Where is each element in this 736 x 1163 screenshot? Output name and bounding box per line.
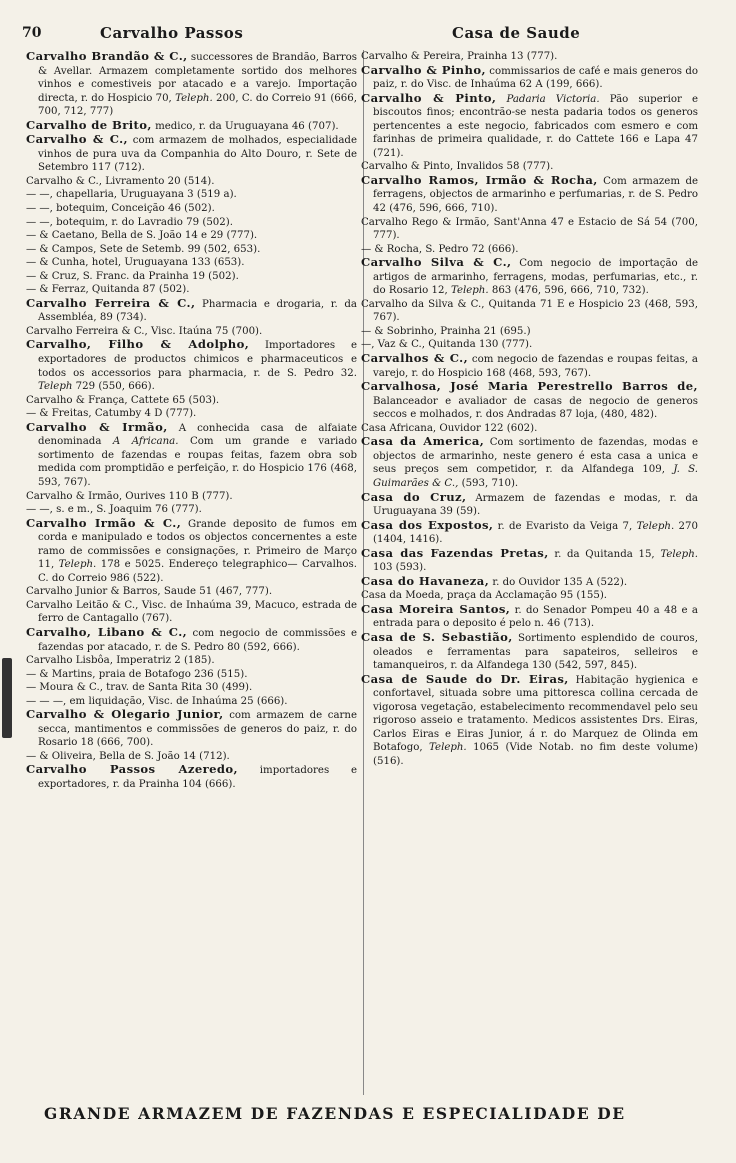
entry-name: Carvalho & Olegario Junior, bbox=[26, 707, 224, 722]
entry-text: Carvalho Ferreira & C., Visc. Itaúna 75 (700). bbox=[26, 325, 263, 337]
entry-text: — & Campos, Sete de Setemb. 99 (502, 653). bbox=[26, 243, 261, 255]
directory-entry bbox=[26, 626, 357, 654]
entry-name: Carvalho & Pinho, bbox=[361, 62, 486, 77]
entry-text: successores de Brandão, Barros & Avellar. Armazem completamente sortido dos melhores vinhos e comestiveis por atacado e a varejo. Importação directa, r. do Hospicio 70, bbox=[38, 52, 357, 104]
directory-entry bbox=[26, 421, 357, 490]
entry-italic: Teleph. bbox=[660, 548, 698, 560]
entry-name: Carvalho Irmão & C., bbox=[26, 515, 182, 530]
directory-entry bbox=[26, 668, 357, 682]
entry-text: — —, botequim, Conceição 46 (502). bbox=[26, 203, 215, 215]
entry-text: importadores e exportadores, r. da Prainha 104 (666). bbox=[38, 765, 357, 790]
entry-text: com negocio de commissões e fazendas por atacado, r. de S. Pedro 80 (592, 666). bbox=[38, 627, 357, 653]
entry-text-cont: 863 (476, 596, 666, 710, 732). bbox=[488, 285, 649, 297]
page-footer-banner: GRANDE ARMAZEM DE FAZENDAS E ESPECIALIDADE DE bbox=[44, 1104, 626, 1123]
directory-entry bbox=[361, 338, 698, 352]
entry-italic: Teleph. bbox=[58, 559, 97, 571]
directory-entry bbox=[26, 270, 357, 284]
directory-entry bbox=[26, 297, 357, 325]
directory-entry bbox=[26, 175, 357, 189]
directory-entry bbox=[26, 394, 357, 408]
entry-name: Carvalhosa, José Maria Perestrello Barros de, bbox=[361, 379, 698, 394]
directory-entry bbox=[26, 256, 357, 270]
directory-entry bbox=[26, 283, 357, 297]
directory-entry bbox=[26, 243, 357, 257]
entry-italic: Teleph bbox=[38, 381, 73, 393]
running-head-left: Carvalho Passos bbox=[100, 24, 244, 42]
entry-name: Carvalho Ramos, Irmão & Rocha, bbox=[361, 172, 598, 187]
entry-name: Carvalho Silva & C., bbox=[361, 255, 512, 270]
directory-entry bbox=[361, 547, 698, 575]
entry-text: — & Oliveira, Bella de S. João 14 (712). bbox=[26, 750, 230, 762]
entry-text: Habitação hygienica e confortavel, situada sobre uma pittoresca collina cercada de vigorosa vegetação, estabelecimento recommendavel pelo seu rigoroso asseio e tratamento. Medicos assistentes Drs. Eiras, Carlos Eiras e Eiras Junior, á r. do Marquez de Olinda em Botafogo, bbox=[373, 674, 698, 754]
entry-italic: A Africana. bbox=[112, 436, 179, 448]
page-header bbox=[22, 22, 712, 46]
entry-name: Casa do Cruz, bbox=[361, 489, 467, 504]
entry-text-cont: (593, 710). bbox=[458, 477, 519, 489]
running-head-right: Casa de Saude bbox=[452, 24, 581, 42]
entry-italic: Teleph. bbox=[429, 742, 467, 754]
directory-entry bbox=[26, 490, 357, 504]
entry-text: Carvalho Lisbôa, Imperatriz 2 (185). bbox=[26, 655, 215, 667]
entry-text: Sortimento esplendido de couros, oleados e ferramentas para sapateiros, selleiros e tamanqueiros, r. da Alfandega 130 (542, 597, 845). bbox=[373, 632, 698, 672]
entry-text: — & Martins, praia de Botafogo 236 (515). bbox=[26, 668, 248, 680]
directory-entry bbox=[26, 50, 357, 119]
entry-text: Carvalho Junior & Barros, Saude 51 (467, 777). bbox=[26, 586, 273, 598]
entry-text: Grande deposito de fumos em corda e manipulado e todos os objectos concernentes a este ramo de commissões e consignações, r. Primeiro de Março 11, bbox=[38, 518, 357, 571]
entry-name: Carvalhos & C., bbox=[361, 351, 469, 366]
entry-text: com negocio de fazendas e roupas feitas, a varejo, r. do Hospicio 168 (468, 593, 767). bbox=[373, 354, 698, 379]
directory-entry bbox=[26, 407, 357, 421]
entry-text: Com sortimento de fazendas, modas e objectos de armarinho, neste genero é esta casa a unica e seus preços sem competidor, r. da Alfandega 109, bbox=[373, 437, 698, 476]
entry-name: Carvalho & Pinto, bbox=[361, 90, 497, 105]
entry-text: Carvalho & Pereira, Prainha 13 (777). bbox=[361, 51, 558, 62]
thumb-index-tab bbox=[2, 658, 12, 738]
directory-entry bbox=[361, 256, 698, 298]
entry-text: Casa Africana, Ouvidor 122 (602). bbox=[361, 422, 538, 434]
entry-text: Carvalho da Silva & C., Quitanda 71 E e Hospicio 23 (468, 593, 767). bbox=[361, 298, 698, 324]
page-binding-edge bbox=[0, 0, 18, 1163]
entry-name: Casa das Fazendas Pretas, bbox=[361, 545, 549, 560]
directory-entry bbox=[361, 631, 698, 673]
entry-text: A conhecida casa de alfaiate denominada bbox=[38, 422, 357, 448]
entry-text: r. do Ouvidor 135 A (522). bbox=[489, 576, 628, 588]
directory-entry bbox=[361, 92, 698, 161]
directory-entry bbox=[26, 229, 357, 243]
left-column bbox=[26, 50, 364, 1095]
entry-text-cont: Pão superior e biscoutos finos; encontrão-se nesta padaria todos os generos pertencentes a este negocio, fabricados com esmero e com farinhas de primeira qualidade, r. do Cattete 166 e Lapa 47 (721). bbox=[373, 93, 698, 159]
entry-text: — & Cruz, S. Franc. da Prainha 19 (502). bbox=[26, 270, 239, 282]
directory-entry bbox=[26, 325, 357, 339]
directory-entry bbox=[361, 64, 698, 92]
entry-name: Carvalho Ferreira & C., bbox=[26, 295, 196, 310]
entry-name: Carvalho Brandão & C., bbox=[26, 50, 188, 63]
entry-text: — & Rocha, S. Pedro 72 (666). bbox=[361, 243, 519, 255]
entry-text-cont: 103 (593). bbox=[373, 562, 427, 574]
entry-text: — —, chapellaria, Uruguayana 3 (519 a). bbox=[26, 189, 237, 201]
entry-text-cont: 178 e 5025. Endereço telegraphico— Carvalhos. C. do Correio 986 (522). bbox=[38, 559, 357, 584]
entry-text: Carvalho & França, Cattete 65 (503). bbox=[26, 394, 220, 406]
directory-entry bbox=[361, 352, 698, 380]
directory-entry bbox=[361, 589, 698, 603]
entry-text: — — —, em liquidação, Visc. de Inhaúma 25 (666). bbox=[26, 695, 288, 707]
directory-entry bbox=[26, 763, 357, 791]
entry-name: Casa de Saude do Dr. Eiras, bbox=[361, 671, 569, 686]
right-column bbox=[361, 50, 698, 1095]
entry-name: Carvalho & C., bbox=[26, 132, 128, 147]
entry-text: Carvalho & Pinto, Invalidos 58 (777). bbox=[361, 161, 554, 173]
entry-text: —, Vaz & C., Quitanda 130 (777). bbox=[361, 339, 533, 351]
entry-text: commissarios de café e mais generos do paiz, r. do Visc. de Inhaúma 62 A (199, 666). bbox=[373, 65, 698, 91]
entry-name: Carvalho, Libano & C., bbox=[26, 624, 188, 639]
directory-entry bbox=[361, 380, 698, 422]
entry-text: — —, botequim, r. do Lavradio 79 (502). bbox=[26, 216, 233, 228]
entry-name: Carvalho de Brito, bbox=[26, 117, 152, 132]
entry-text: r. da Quitanda 15, bbox=[548, 548, 661, 560]
directory-entry bbox=[26, 708, 357, 750]
directory-entry bbox=[361, 491, 698, 519]
directory-entry bbox=[26, 503, 357, 517]
entry-text: — & Caetano, Bella de S. João 14 e 29 (777). bbox=[26, 230, 258, 242]
directory-entry bbox=[26, 119, 357, 134]
entry-italic: Teleph. bbox=[450, 285, 489, 297]
entry-text: Carvalho & Irmão, Ourives 110 B (777). bbox=[26, 490, 233, 502]
entry-text: — & Sobrinho, Prainha 21 (695.) bbox=[361, 325, 531, 337]
entry-italic: Padaria Victoria. bbox=[496, 93, 600, 105]
directory-entry bbox=[361, 575, 698, 590]
entry-name: Casa de S. Sebastião, bbox=[361, 629, 513, 644]
directory-entry bbox=[361, 435, 698, 490]
directory-entry bbox=[361, 325, 698, 339]
directory-entry bbox=[361, 298, 698, 325]
entry-italic: J. S. Guimarães & C., bbox=[373, 464, 698, 489]
entry-text-cont: Com um grande e variado sortimento de fazendas e roupas feitas, fazem obra sob medida com promptidão e perfeição, r. do Hospicio 176 (468, 593, 767). bbox=[38, 436, 358, 488]
entry-text: Com armazem de ferragens, objectos de armarinho e perfumarias, r. de S. Pedro 42 (476, 596, 666, 710). bbox=[373, 175, 698, 215]
entry-name: Carvalho Passos Azeredo, bbox=[26, 762, 238, 777]
directory-entry bbox=[26, 517, 357, 586]
entry-name: Casa Moreira Santos, bbox=[361, 601, 511, 616]
entry-text: com armazem de molhados, especialidade vinhos de pura uva da Companhia do Alto Douro, r. Sete de Setembro 117 (712). bbox=[38, 135, 357, 174]
entry-text: Carvalho & C., Livramento 20 (514). bbox=[26, 175, 215, 187]
entry-text: Carvalho Rego & Irmão, Sant'Anna 47 e Estacio de Sá 54 (700, 777). bbox=[361, 216, 698, 242]
directory-entry bbox=[26, 585, 357, 599]
entry-name: Casa da America, bbox=[361, 434, 485, 449]
directory-entry bbox=[26, 695, 357, 709]
directory-entry bbox=[26, 188, 357, 202]
entry-text: Balanceador e avaliador de casas de negocio de generos seccos e molhados, r. dos Andradas 87 loja, (480, 482). bbox=[373, 395, 698, 421]
directory-entry bbox=[26, 654, 357, 668]
entry-text-cont: 1065 (Vide Notab. no fim deste volume) (516). bbox=[373, 742, 698, 767]
directory-entry bbox=[361, 243, 698, 257]
directory-entry bbox=[361, 50, 698, 64]
directory-entry bbox=[361, 673, 698, 769]
directory-entry bbox=[361, 422, 698, 436]
directory-entry bbox=[26, 750, 357, 764]
entry-text: Pharmacia e drogaria, r. da Assembléa, 89 (734). bbox=[38, 298, 357, 324]
entry-text-cont: 200, C. do Correio 91 (666, 700, 712, 777) bbox=[38, 92, 357, 118]
entry-italic: Teleph. bbox=[175, 92, 213, 104]
entry-text-cont: 270 (1404, 1416). bbox=[373, 520, 698, 546]
entry-text: Importadores e exportadores de productos chimicos e pharmaceuticos e todos os accessorios para pharmacia, r. de S. Pedro 32. bbox=[38, 340, 357, 379]
directory-entry bbox=[26, 216, 357, 230]
entry-text: Armazem de fazendas e modas, r. da Uruguayana 39 (59). bbox=[373, 492, 698, 518]
entry-italic: Teleph. bbox=[636, 520, 675, 532]
page-number: 70 bbox=[22, 25, 42, 41]
entry-text: com armazem de carne secca, mantimentos e commissões de generos do paiz, r. do Rosario 18 (666, 700). bbox=[38, 710, 357, 749]
directory-entry bbox=[26, 202, 357, 216]
entry-text: Casa da Moeda, praça da Acclamação 95 (155). bbox=[361, 590, 608, 602]
directory-entry bbox=[361, 174, 698, 216]
entry-text: — & Freitas, Catumby 4 D (777). bbox=[26, 408, 197, 420]
entry-text-cont: 729 (550, 666). bbox=[72, 381, 155, 393]
entry-text: Com negocio de importação de artigos de armarinho, ferragens, modas, perfumarias, etc., r. do Rosario 12, bbox=[373, 258, 698, 297]
directory-entry bbox=[26, 133, 357, 175]
entry-text: medico, r. da Uruguayana 46 (707). bbox=[151, 120, 339, 132]
directory-entry bbox=[26, 599, 357, 626]
entry-text: r. do Senador Pompeu 40 a 48 e a entrada para o deposito é pelo n. 46 (713). bbox=[373, 604, 698, 630]
directory-entry bbox=[361, 519, 698, 547]
entry-name: Casa do Havaneza, bbox=[361, 573, 490, 588]
entry-text: — —, s. e m., S. Joaquim 76 (777). bbox=[26, 504, 202, 516]
directory-entry bbox=[361, 216, 698, 243]
entry-text: — & Ferraz, Quitanda 87 (502). bbox=[26, 284, 190, 296]
directory-entry bbox=[361, 160, 698, 174]
entry-text: — & Cunha, hotel, Uruguayana 133 (653). bbox=[26, 257, 245, 269]
directory-entry bbox=[361, 603, 698, 631]
directory-entry bbox=[26, 338, 357, 393]
entry-name: Carvalho, Filho & Adolpho, bbox=[26, 337, 250, 352]
entry-text: r. de Evaristo da Veiga 7, bbox=[493, 520, 637, 532]
entry-text: — Moura & C., trav. de Santa Rita 30 (499). bbox=[26, 682, 253, 694]
entry-text: Carvalho Leitão & C., Visc. de Inhaúma 39, Macuco, estrada de ferro de Cantagallo (767). bbox=[26, 599, 357, 625]
entry-name: Casa dos Expostos, bbox=[361, 517, 494, 532]
directory-entry bbox=[26, 681, 357, 695]
entry-name: Carvalho & Irmão, bbox=[26, 419, 168, 434]
